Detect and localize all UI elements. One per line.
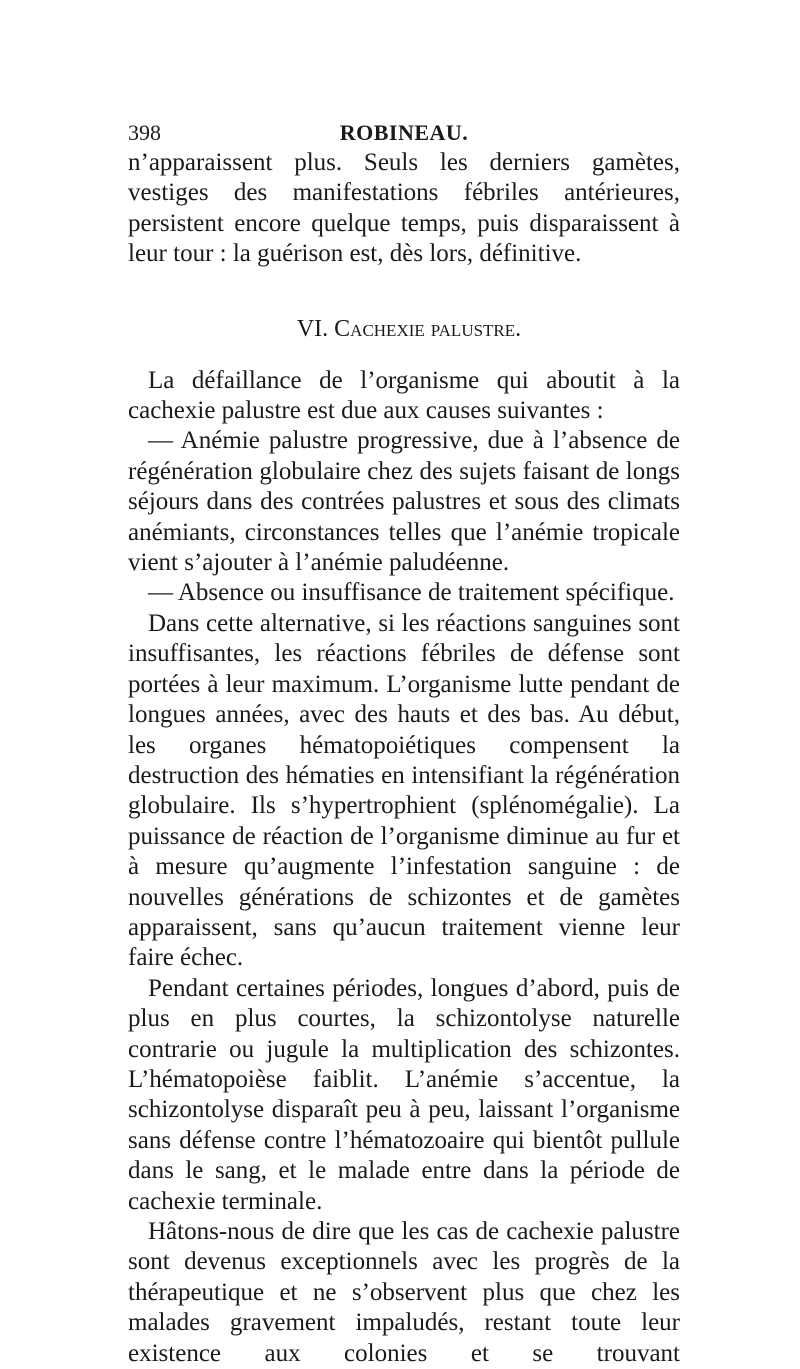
page-header <box>128 118 680 148</box>
section-heading <box>128 314 680 344</box>
list-item-treatment: — Absence ou insuffisance de traitement spécifique. <box>148 579 675 607</box>
continuation-paragraph: n’apparaissent plus. Seuls les derniers gamètes, vestiges des manifestations fébriles antérieures, persistent encore quelque temps, puis disparaissent à leur tour : la guérison est, dès lors, définitive. <box>128 149 680 268</box>
paragraph-periods: Pendant certaines périodes, longues d’abord, puis de plus en plus courtes, la schizontolyse naturelle contrarie ou jugule la multiplication des schizontes. L’hématopoièse faiblit. L’anémie s’accentue, la schizontolyse disparaît peu à peu, laissant l’organisme sans défense contre l’hématozoaire qui bientôt pullule dans le sang, et le malade entre dans la période de cachexie terminale. <box>128 974 680 1215</box>
page-number: 398 <box>128 120 161 145</box>
paragraph-causes-intro: La défaillance de l’organisme qui aboutit à la cachexie palustre est due aux causes suivantes : <box>128 366 680 425</box>
paragraph-conclusion: Hâtons-nous de dire que les cas de cachexie palustre sont devenus exceptionnels avec les progrès de la thérapeutique et ne s’observent plus que chez les malades gravement impaludés, restant toute leur existence aux colonies et se trouvant <box>128 1218 680 1367</box>
page-body <box>128 148 680 1369</box>
running-head: ROBINEAU. <box>339 120 469 145</box>
list-item-anemia: — Anémie palustre progressive, due à l’absence de régénération globulaire chez des sujets faisant de longs séjours dans des contrées palustres et sous des climats anémiants, circonstances telles que l’anémie tropicale vient s’ajouter à l’anémie paludéenne. <box>128 427 680 577</box>
paragraph-alternative: Dans cette alternative, si les réactions sanguines sont insuffisantes, les réactions fébriles de défense sont portées à leur maximum. L’organisme lutte pendant de longues années, avec des hauts et des bas. Au début, les organes hématopoiétiques compensent la destruction des hématies en intensifiant la régénération globulaire. Ils s’hypertrophient (splénomégalie). La puissance de réaction de l’organisme diminue au fur et à mesure qu’augmente l’infestation sanguine : de nouvelles générations de schizontes et de gamètes apparaissent, sans qu’aucun traitement vienne leur faire échec. <box>128 609 680 972</box>
section-title: Cachexie palustre. <box>334 315 522 342</box>
section-number: VI. <box>296 315 329 342</box>
